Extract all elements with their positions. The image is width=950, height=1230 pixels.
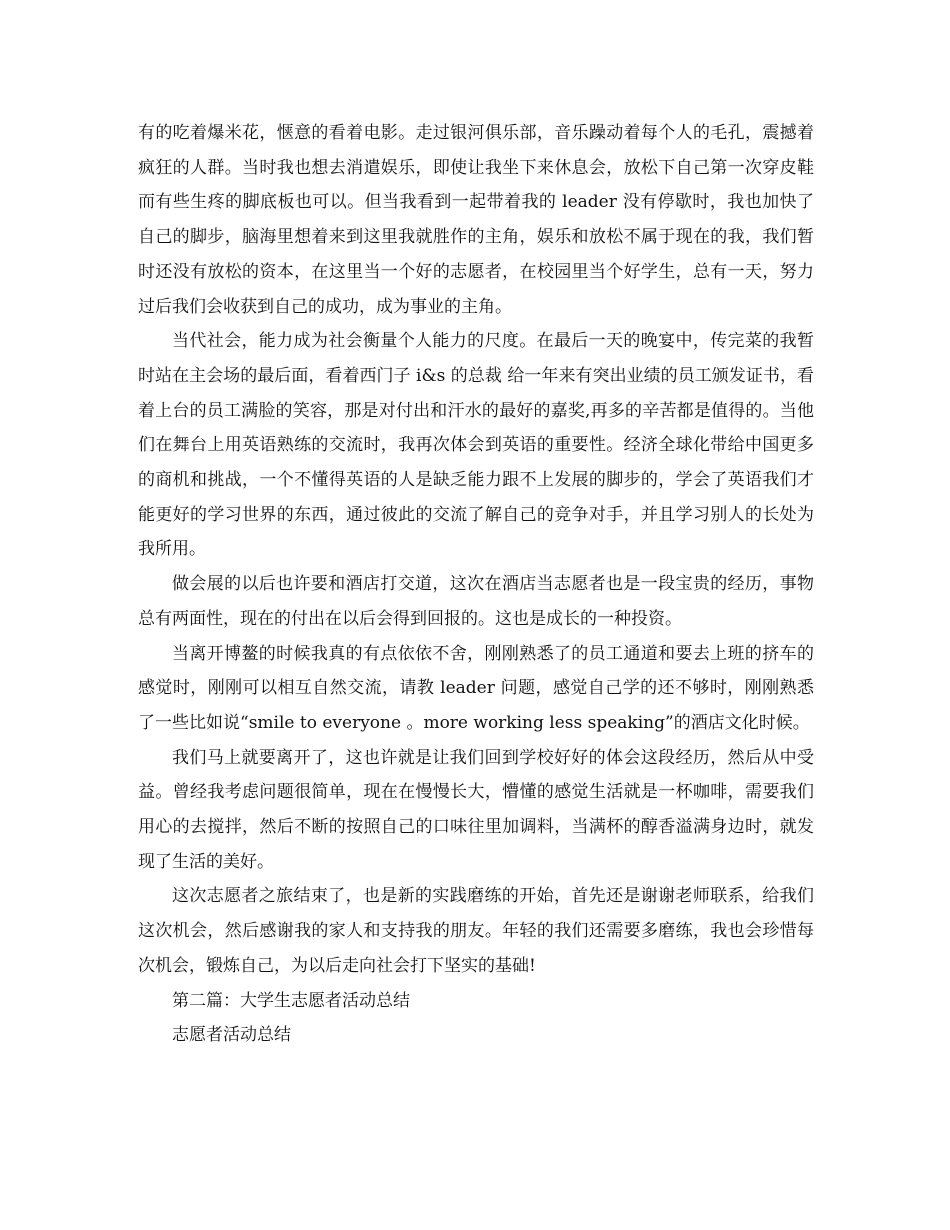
paragraph-6: 这次志愿者之旅结束了，也是新的实践磨练的开始，首先还是谢谢老师联系，给我们这次机会，然后感谢我的家人和支持我的朋友。年轻的我们还需要多磨练，我也会珍惜每次机会，锻炼自己，为以后走向社会打下坚实的基础!	[138, 886, 814, 976]
document-body	[138, 116, 814, 1053]
paragraph-4: 当离开博鳌的时候我真的有点依依不舍，刚刚熟悉了的员工通道和要去上班的挤车的感觉时，刚刚可以相互自然交流，请教 leader 问题，感觉自己学的还不够时，刚刚熟悉了一些比如说“smile to everyone 。more working less speaking”的酒店文化时候。	[138, 643, 814, 733]
paragraph-3: 做会展的以后也许要和酒店打交道，这次在酒店当志愿者也是一段宝贵的经历，事物总有两面性，现在的付出在以后会得到回报的。这也是成长的一种投资。	[138, 574, 814, 629]
subsection-title: 志愿者活动总结	[172, 1025, 291, 1046]
section-title: 第二篇：大学生志愿者活动总结	[172, 990, 410, 1011]
paragraph-2: 当代社会，能力成为社会衡量个人能力的尺度。在最后一天的晚宴中，传完菜的我暂时站在主会场的最后面，看着西门子 i&s 的总裁 给一年来有突出业绩的员工颁发证书，看着上台的员工满脸的笑容，那是对付出和汗水的最好的嘉奖,再多的辛苦都是值得的。当他们在舞台上用英语熟练的交流时，我再次体会到英语的重要性。经济全球化带给中国更多的商机和挑战，一个不懂得英语的人是缺乏能力跟不上发展的脚步的，学会了英语我们才能更好的学习世界的东西，通过彼此的交流了解自己的竞争对手，并且学习别人的长处为我所用。	[138, 331, 814, 560]
paragraph-1: 有的吃着爆米花，惬意的看着电影。走过银河俱乐部，音乐躁动着每个人的毛孔，震撼着疯狂的人群。当时我也想去消遣娱乐，即使让我坐下来休息会，放松下自己第一次穿皮鞋而有些生疼的脚底板也可以。但当我看到一起带着我的 leader 没有停歇时，我也加快了自己的脚步，脑海里想着来到这里我就胜作的主角，娱乐和放松不属于现在的我，我们暂时还没有放松的资本，在这里当一个好的志愿者，在校园里当个好学生，总有一天，努力过后我们会收获到自己的成功，成为事业的主角。	[138, 123, 814, 317]
paragraph-5: 我们马上就要离开了，这也许就是让我们回到学校好好的体会这段经历，然后从中受益。曾经我考虑问题很简单，现在在慢慢长大，懵懂的感觉生活就是一杯咖啡，需要我们用心的去搅拌，然后不断的按照自己的口味往里加调料，当满杯的醇香溢满身边时，就发现了生活的美好。	[138, 747, 814, 872]
